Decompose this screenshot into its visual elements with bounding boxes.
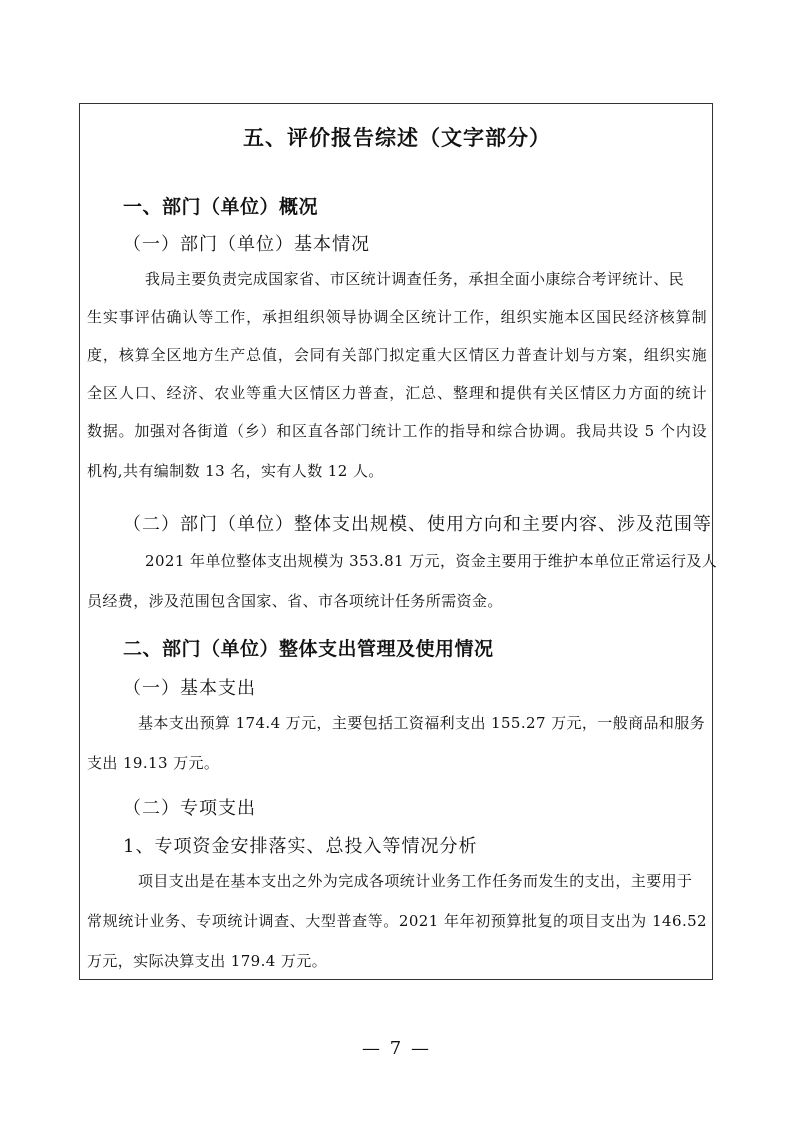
subheading-basic-info: （一）部门（单位）基本情况 xyxy=(123,234,370,255)
report-frame xyxy=(79,103,718,980)
paragraph-line: 万元，实际决算支出 179.4 万元。 xyxy=(87,952,328,970)
subheading-basic-expenditure: （一）基本支出 xyxy=(123,678,256,699)
paragraph-line: 2021 年单位整体支出规模为 353.81 万元，资金主要用于维护本单位正常运行及人 xyxy=(145,552,718,570)
paragraph-line: 数据。加强对各街道（乡）和区直各部门统计工作的指导和综合协调。我局共设 5 个内设 xyxy=(87,422,707,440)
paragraph-line: 员经费，涉及范围包含国家、省、市各项统计任务所需资金。 xyxy=(87,592,503,610)
paragraph-line: 全区人口、经济、农业等重大区情区力普查，汇总、整理和提供有关区情区力方面的统计 xyxy=(87,384,707,402)
paragraph-line: 机构,共有编制数 13 名，实有人数 12 人。 xyxy=(87,462,384,480)
paragraph-line: 项目支出是在基本支出之外为完成各项统计业务工作任务而发生的支出，主要用于 xyxy=(138,872,693,890)
paragraph-line: 度，核算全区地方生产总值，会同有关部门拟定重大区情区力普查计划与方案，组织实施 xyxy=(87,346,707,364)
subheading-expenditure-scale: （二）部门（单位）整体支出规模、使用方向和主要内容、涉及范围等 xyxy=(123,514,712,535)
paragraph-line: 生实事评估确认等工作，承担组织领导协调全区统计工作，组织实施本区国民经济核算制 xyxy=(87,308,707,326)
section-heading-management: 二、部门（单位）整体支出管理及使用情况 xyxy=(123,638,494,660)
paragraph-line: 支出 19.13 万元。 xyxy=(87,754,220,772)
section-heading-overview: 一、部门（单位）概况 xyxy=(123,196,319,218)
page-title: 五、评价报告综述（文字部分） xyxy=(243,125,551,150)
subheading-special-expenditure: （二）专项支出 xyxy=(123,798,256,819)
page-number: — 7 — xyxy=(362,1038,431,1059)
subheading-special-funds: 1、专项资金安排落实、总投入等情况分析 xyxy=(123,836,478,857)
paragraph-line: 基本支出预算 174.4 万元，主要包括工资福利支出 155.27 万元，一般商品和服务 xyxy=(138,714,706,732)
paragraph-line: 常规统计业务、专项统计调查、大型普查等。2021 年年初预算批复的项目支出为 146.52 xyxy=(87,912,707,930)
paragraph-line: 我局主要负责完成国家省、市区统计调查任务，承担全面小康综合考评统计、民 xyxy=(145,270,685,288)
